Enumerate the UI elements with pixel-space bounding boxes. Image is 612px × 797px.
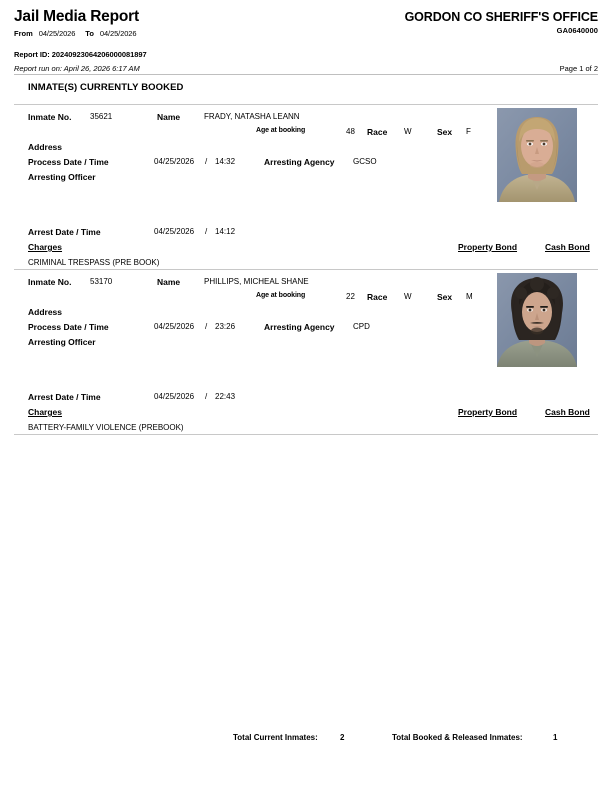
age-at-booking-label: Age at booking bbox=[256, 292, 306, 299]
arrest-date-time-label: Arrest Date / Time bbox=[28, 392, 101, 402]
date-range bbox=[14, 28, 598, 39]
to-label: To bbox=[85, 29, 94, 38]
arresting-agency-label: Arresting Agency bbox=[264, 322, 335, 332]
mugshot-image bbox=[497, 108, 577, 202]
report-id bbox=[14, 50, 598, 59]
charge-value: BATTERY-FAMILY VIOLENCE (PREBOOK) bbox=[28, 423, 184, 432]
arrest-slash: / bbox=[205, 392, 208, 401]
run-on-label: Report run on: bbox=[14, 64, 62, 73]
report-run-line bbox=[14, 64, 598, 75]
address-label: Address bbox=[28, 142, 63, 152]
inmate-no-label: Inmate No. bbox=[28, 277, 72, 287]
arrest-date-value: 04/25/2026 bbox=[154, 392, 195, 401]
mugshot-image bbox=[497, 273, 577, 367]
inmate-no-value: 35621 bbox=[90, 112, 113, 121]
age-at-booking-label: Age at booking bbox=[256, 127, 306, 134]
process-date-value: 04/25/2026 bbox=[154, 322, 195, 331]
age-at-booking-value: 22 bbox=[346, 292, 355, 301]
from-value: 04/25/2026 bbox=[38, 29, 76, 38]
arresting-agency-value: GCSO bbox=[353, 157, 377, 166]
process-date-time-label: Process Date / Time bbox=[28, 157, 109, 167]
process-date-time-label: Process Date / Time bbox=[28, 322, 109, 332]
arresting-officer-label: Arresting Officer bbox=[28, 172, 96, 182]
arresting-agency-value: CPD bbox=[353, 322, 370, 331]
charges-column-header: Charges bbox=[28, 242, 63, 252]
inmate-record bbox=[14, 270, 598, 430]
sex-label: Sex bbox=[437, 292, 453, 302]
age-at-booking-value: 48 bbox=[346, 127, 355, 136]
report-id-value: 20240923064206000081897 bbox=[51, 50, 147, 59]
agency-name: GORDON CO SHERIFF'S OFFICE bbox=[404, 10, 598, 24]
arrest-slash: / bbox=[205, 227, 208, 236]
total-booked-released-label: Total Booked & Released Inmates: bbox=[392, 733, 523, 742]
property-bond-column-header: Property Bond bbox=[458, 407, 518, 417]
sex-value: F bbox=[466, 127, 471, 136]
record-row-bond-headers bbox=[28, 407, 598, 423]
name-label: Name bbox=[157, 112, 181, 122]
mugshot bbox=[497, 273, 577, 367]
record-row-charge bbox=[28, 423, 598, 438]
property-bond-column-header: Property Bond bbox=[458, 242, 518, 252]
from-label: From bbox=[14, 29, 33, 38]
report-totals bbox=[0, 733, 612, 747]
run-on-value: April 26, 2026 6:17 AM bbox=[63, 64, 140, 73]
section-title: INMATE(S) CURRENTLY BOOKED bbox=[28, 82, 184, 93]
process-slash: / bbox=[205, 157, 208, 166]
page-number: Page 1 of 2 bbox=[559, 64, 598, 73]
report-header bbox=[14, 0, 598, 73]
charge-value: CRIMINAL TRESPASS (PRE BOOK) bbox=[28, 258, 160, 267]
arrest-time-value: 22:43 bbox=[215, 392, 236, 401]
to-value: 04/25/2026 bbox=[99, 29, 137, 38]
process-date-value: 04/25/2026 bbox=[154, 157, 195, 166]
name-label: Name bbox=[157, 277, 181, 287]
total-current-inmates-label: Total Current Inmates: bbox=[233, 733, 318, 742]
cash-bond-column-header: Cash Bond bbox=[545, 242, 590, 252]
arresting-agency-label: Arresting Agency bbox=[264, 157, 335, 167]
arrest-time-value: 14:12 bbox=[215, 227, 236, 236]
total-booked-released-value: 1 bbox=[553, 733, 558, 742]
inmate-no-label: Inmate No. bbox=[28, 112, 72, 122]
report-id-label: Report ID: bbox=[14, 50, 50, 59]
record-row-bond-headers bbox=[28, 242, 598, 258]
race-label: Race bbox=[367, 292, 388, 302]
arresting-officer-label: Arresting Officer bbox=[28, 337, 96, 347]
name-value: FRADY, NATASHA LEANN bbox=[204, 112, 300, 121]
cash-bond-column-header: Cash Bond bbox=[545, 407, 590, 417]
inmate-record bbox=[14, 105, 598, 265]
sex-label: Sex bbox=[437, 127, 453, 137]
sex-value: M bbox=[466, 292, 473, 301]
process-time-value: 23:26 bbox=[215, 322, 236, 331]
name-value: PHILLIPS, MICHEAL SHANE bbox=[204, 277, 309, 286]
arrest-date-value: 04/25/2026 bbox=[154, 227, 195, 236]
record-row-arrest bbox=[28, 392, 598, 407]
record-row-arrest bbox=[28, 227, 598, 242]
address-label: Address bbox=[28, 307, 63, 317]
race-value: W bbox=[404, 292, 412, 301]
process-slash: / bbox=[205, 322, 208, 331]
page-title: Jail Media Report bbox=[14, 8, 139, 25]
arrest-date-time-label: Arrest Date / Time bbox=[28, 227, 101, 237]
inmate-no-value: 53170 bbox=[90, 277, 113, 286]
race-value: W bbox=[404, 127, 412, 136]
charges-column-header: Charges bbox=[28, 407, 63, 417]
mugshot bbox=[497, 108, 577, 202]
race-label: Race bbox=[367, 127, 388, 137]
total-current-inmates-value: 2 bbox=[340, 733, 345, 742]
agency-code: GA0640000 bbox=[556, 26, 598, 35]
process-time-value: 14:32 bbox=[215, 157, 236, 166]
